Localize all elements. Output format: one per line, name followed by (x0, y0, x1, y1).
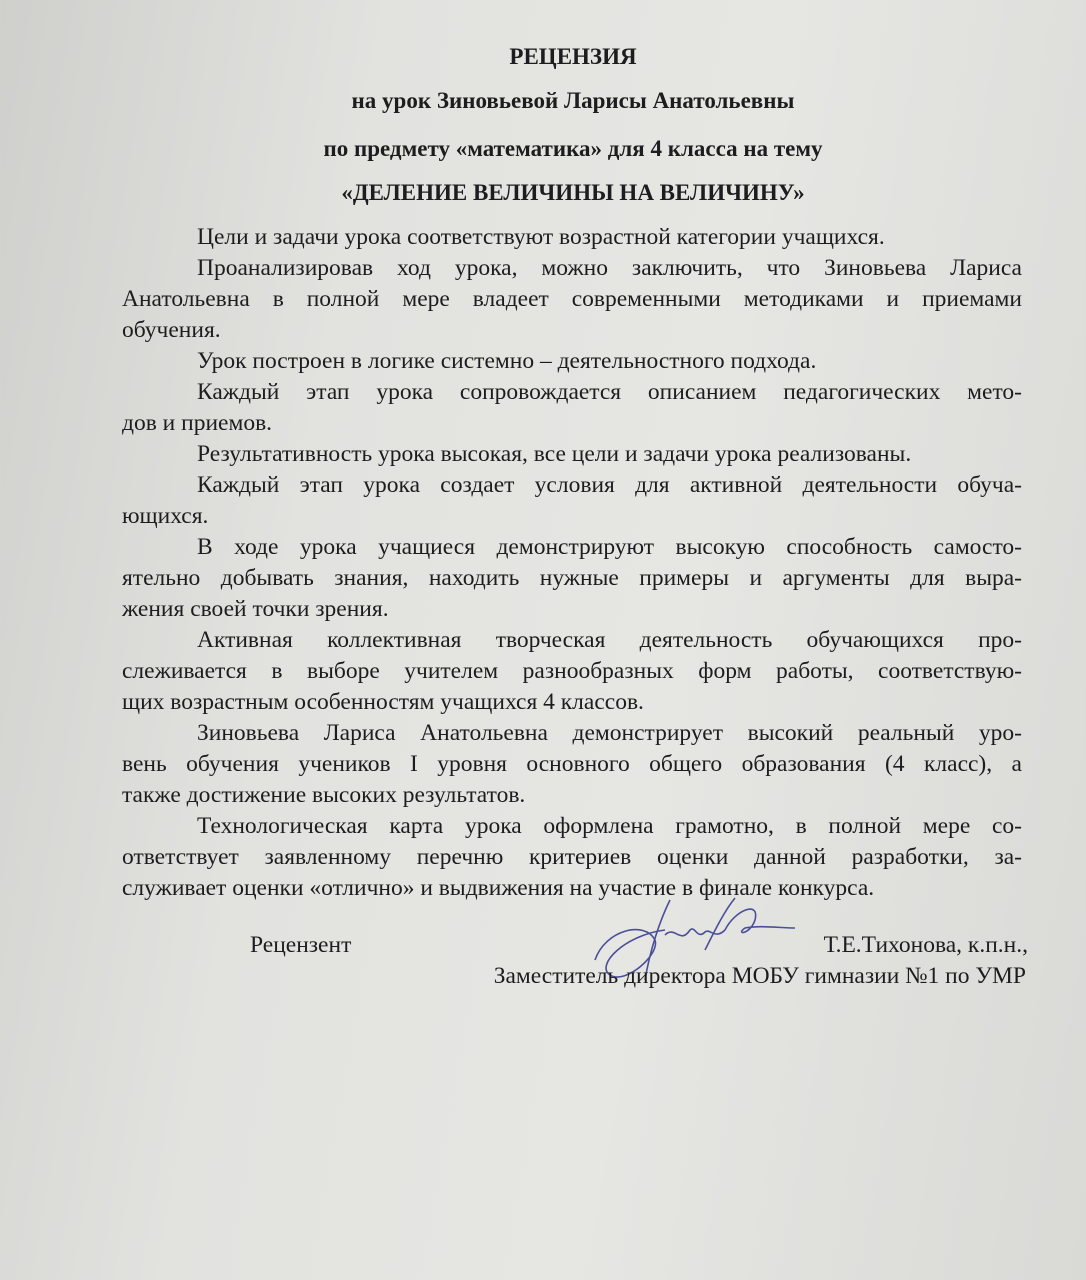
paragraph-line: Активная коллективная творческая деятельность обучающихся про- (197, 627, 1022, 653)
paragraph (122, 811, 1022, 904)
paragraph (122, 470, 1022, 532)
paragraph-line: жения своей точки зрения. (122, 596, 389, 622)
paragraph (122, 377, 1022, 439)
paragraph-line: Цели и задачи урока соответствуют возрастной категории учащихся. (197, 224, 885, 250)
subtitle-subject: по предмету «математика» для 4 класса на тему (323, 136, 823, 161)
paragraph (122, 625, 1022, 718)
subtitle-lesson: на урок Зиновьевой Ларисы Анатольевны (351, 88, 795, 113)
paragraph-line: ответствует заявленному перечню критериев оценки данной разработки, за- (122, 844, 1022, 870)
paragraph-line: В ходе урока учащиеся демонстрируют высокую способность самосто- (197, 534, 1022, 560)
paragraph-line: обучения. (122, 317, 221, 343)
paragraph-line: вень обучения учеников I уровня основного общего образования (4 класс), а (122, 751, 1022, 777)
paragraph-line: Каждый этап урока создает условия для активной деятельности обуча- (197, 472, 1022, 498)
paragraph-line: Технологическая карта урока оформлена грамотно, в полной мере со- (197, 813, 1022, 839)
reviewer-name: Т.Е.Тихонова, к.п.н., (823, 932, 1028, 958)
paragraph (122, 532, 1022, 625)
paragraph-line: Урок построен в логике системно – деятельностного подхода. (197, 348, 817, 374)
document-title: РЕЦЕНЗИЯ (509, 44, 637, 69)
paragraph-line: также достижение высоких результатов. (122, 782, 526, 808)
paragraph-line: слеживается в выборе учителем разнообразных форм работы, соответствую- (122, 658, 1022, 684)
paragraph-line: Каждый этап урока сопровождается описанием педагогических мето- (197, 379, 1022, 405)
paragraph (122, 346, 1022, 377)
paragraph (122, 718, 1022, 811)
paragraph (122, 222, 1022, 253)
paragraph-line: щих возрастным особенностям учащихся 4 классов. (122, 689, 644, 715)
paragraph-line: ющихся. (122, 503, 209, 529)
review-body (122, 222, 1022, 904)
lesson-topic: «ДЕЛЕНИЕ ВЕЛИЧИНЫ НА ВЕЛИЧИНУ» (341, 180, 805, 205)
paragraph (122, 253, 1022, 346)
paragraph (122, 439, 1022, 470)
paragraph-line: Анатольевна в полной мере владеет современными методиками и приемами (122, 286, 1022, 312)
paragraph-line: Зиновьева Лариса Анатольевна демонстрирует высокий реальный уро- (197, 720, 1022, 746)
paragraph-line: служивает оценки «отлично» и выдвижения на участие в финале конкурса. (122, 875, 875, 901)
paragraph-line: дов и приемов. (122, 410, 273, 436)
paragraph-line: Результативность урока высокая, все цели и задачи урока реализованы. (197, 441, 912, 467)
paragraph-line: ятельно добывать знания, находить нужные примеры и аргументы для выра- (122, 565, 1022, 591)
reviewer-position: Заместитель директора МОБУ гимназии №1 по УМР (493, 963, 1026, 989)
paragraph-line: Проанализировав ход урока, можно заключить, что Зиновьева Лариса (197, 255, 1022, 281)
reviewer-role: Рецензент (250, 932, 352, 958)
